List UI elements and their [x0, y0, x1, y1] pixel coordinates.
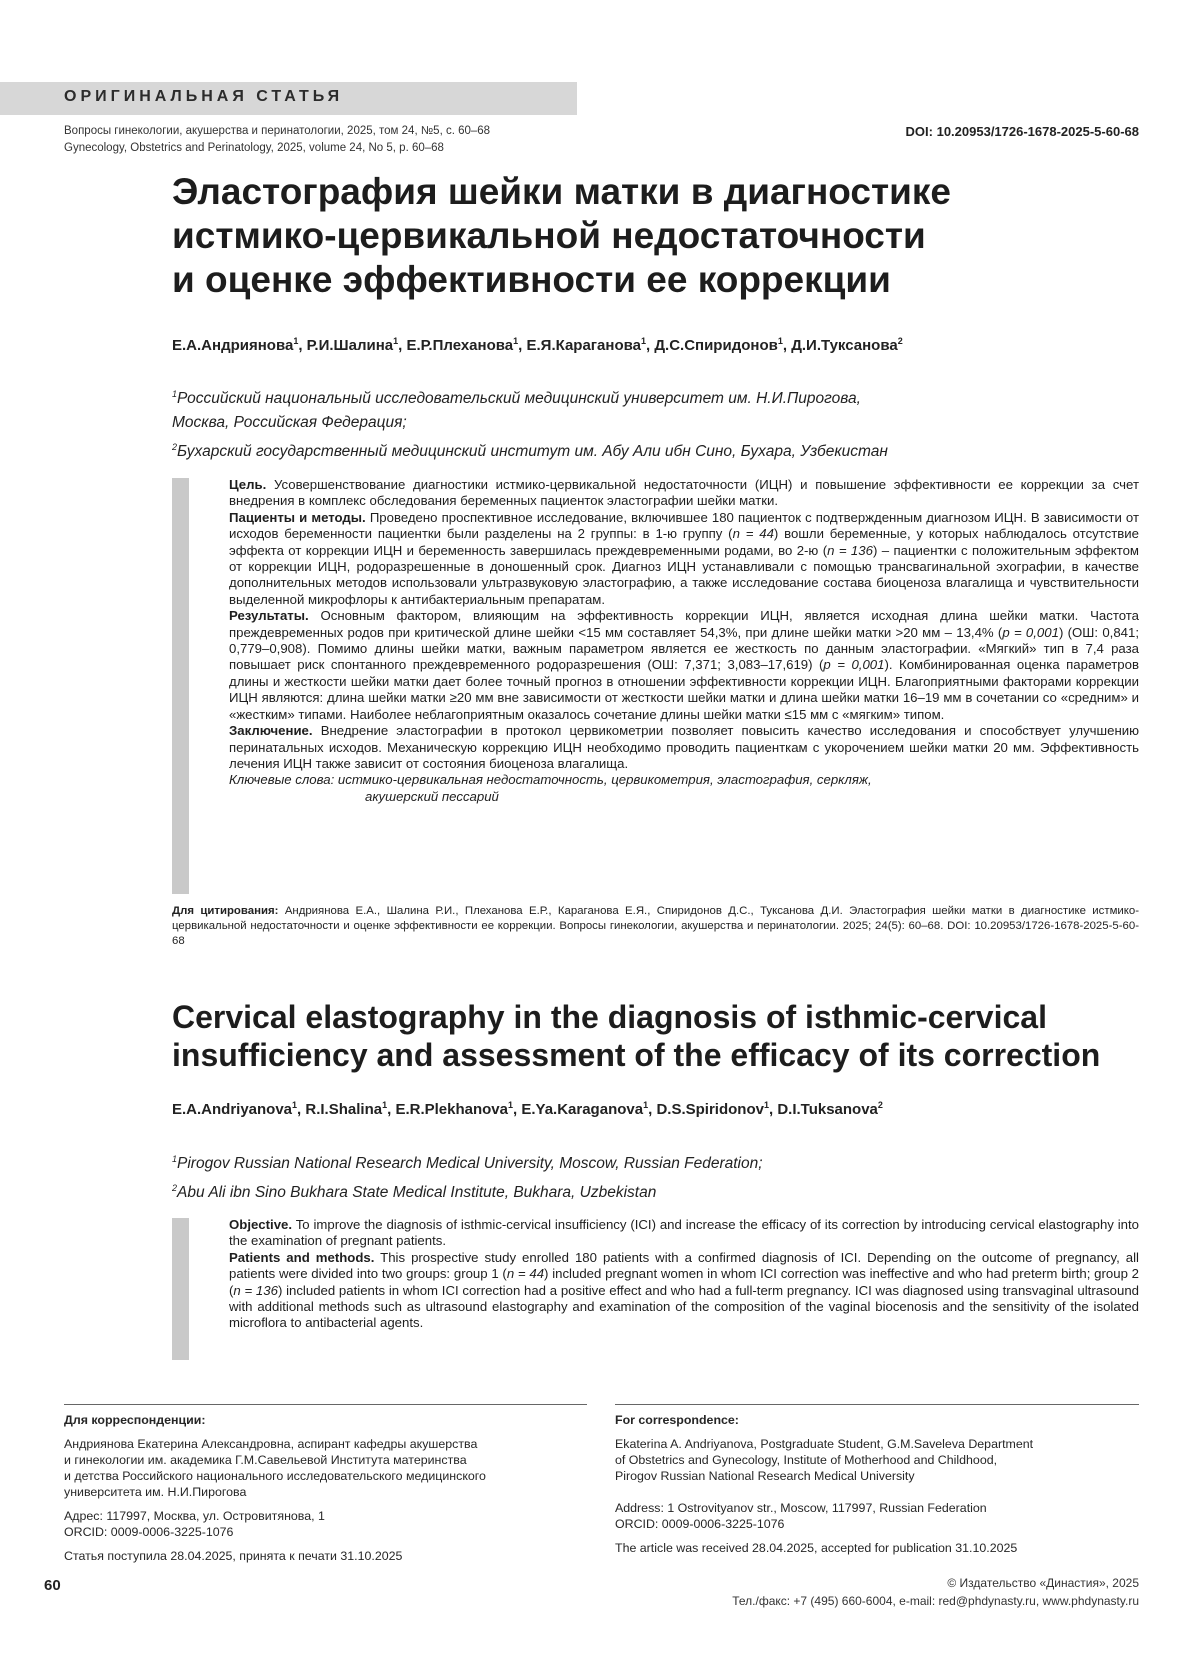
correspondence-en	[615, 1412, 1139, 1564]
title-line: Cervical elastography in the diagnosis of isthmic-cervical	[172, 999, 1047, 1035]
citation-block	[172, 904, 1139, 949]
title-line: истмико-цервикальной недостаточности	[172, 215, 926, 256]
title-line: и оценке эффективности ее коррекции	[172, 259, 891, 300]
author: Р.И.Шалина	[306, 337, 394, 354]
received-date: Статья поступила 28.04.2025, принята к печати 31.10.2025	[64, 1549, 403, 1563]
abstract-conclusion: Заключение. Внедрение эластографии в протокол цервикометрии позволяет повысить качество исследования и способствует улучшению перинатальных исходов. Механическую коррекцию ИЦН необходимо проводить пациенткам с укорочением шейки матки 20 мм. Эффективность лечения ИЦН также зависит от состояния биоценоза влагалища.	[229, 723, 1139, 771]
author: Д.И.Туксанова	[791, 337, 898, 354]
affiliation: $^1$Российский национальный исследовательский медицинский университет им. Н.И.Пирогова,	[172, 389, 861, 408]
journal-citation-ru: Вопросы гинекологии, акушерства и перинатологии, 2025, том 24, №5, с. 60–68	[64, 125, 491, 137]
correspondence-address: Адрес: 117997, Москва, ул. Островитянова, 1 ORCID: 0009-0006-3225-1076	[64, 1509, 325, 1539]
author: Д.С.Спиридонов	[654, 337, 778, 354]
author: Е.А.Андриянова	[172, 337, 294, 354]
abstract-methods: Пациенты и методы. Проведено проспективное исследование, включившее 180 пациенток с подтвержденным диагнозом ИЦН. В зависимости от исходов беременности пациентки были разделены на 2 группы: в 1-ю группу (n = 44) вошли беременные, у которых наблюдалось отсутствие эффекта от коррекции ИЦН и беременность завершилась преждевременными родами, во 2-ю (n = 136) – пациентки с положительным эффектом от коррекции ИЦН, родоразрешенные в доношенный срок. Диагноз ИЦН устанавливали с помощью трансвагинальной эхографии, в качестве дополнительных методов использовали ультразвуковую эластографию, а также исследование состава биоценоза влагалища и чувствительности выделенной микрофлоры к антибактериальным препаратам.	[229, 509, 1139, 607]
abstract-methods: Patients and methods. This prospective study enrolled 180 patients with a confirmed diagnosis of ICI. Depending on the outcome of pregnancy, all patients were divided into two groups: group 1 (n = 44) included pregnant women in whom ICI correction was ineffective and who had preterm birth; group 2 (n = 136) included patients in whom ICI correction had a positive effect and who had a full-term pregnancy. ICI was diagnosed using transvaginal ultrasound with additional methods such as ultrasound elastography and examination of the composition of the vaginal biocenosis and the sensitivity of the isolated microflora to antibacterial agents.	[229, 1249, 1139, 1331]
author: E.Ya.Karaganova	[521, 1101, 644, 1118]
citation-label: Для цитирования:	[172, 905, 279, 917]
author: E.R.Plekhanova	[395, 1101, 508, 1118]
divider	[615, 1404, 1139, 1405]
keywords: Ключевые слова: истмико-цервикальная недостаточность, цервикометрия, эластография, серкляж,	[229, 772, 872, 788]
affiliation: $^1$Pirogov Russian National Research Medical University, Moscow, Russian Federation;	[172, 1154, 763, 1173]
author: D.I.Tuksanova	[777, 1101, 878, 1118]
divider	[64, 1404, 587, 1405]
article-title-ru	[172, 170, 1132, 302]
abstract-objective: Objective. To improve the diagnosis of isthmic-cervical insufficiency (ICI) and increase the efficacy of its correction by introducing cervical elastography into the examination of pregnant patients.	[229, 1217, 1139, 1249]
title-line: insufficiency and assessment of the efficacy of its correction	[172, 1037, 1101, 1073]
publisher-copyright: © Издательство «Династия», 2025	[947, 1576, 1139, 1590]
page-number: 60	[44, 1577, 61, 1594]
correspondence-author: Андриянова Екатерина Александровна, аспирант кафедры акушерства и гинекологии им. академика Г.М.Савельевой Института материнства и детства Российского национального исследовательского медицинского университета им. Н.И.Пирогова	[64, 1437, 486, 1499]
keywords-continued: акушерский пессарий	[365, 788, 499, 804]
doi-link[interactable]: DOI: 10.20953/1726-1678-2025-5-60-68	[905, 124, 1139, 139]
affiliation: $^2$Abu Ali ibn Sino Bukhara State Medical Institute, Bukhara, Uzbekistan	[172, 1183, 657, 1202]
abstract-en	[229, 1217, 1139, 1332]
author: Е.Я.Караганова	[526, 337, 641, 354]
affiliations-ru	[172, 382, 888, 464]
affiliation: $^2$Бухарский государственный медицинский институт им. Абу Али ибн Сино, Бухара, Узбекистан	[172, 442, 888, 461]
abstract-goal: Цель. Усовершенствование диагностики истмико-цервикальной недостаточности (ИЦН) и повышение эффективности ее коррекции за счет внедрения в комплекс обследования беременных пациенток эластографии шейки матки.	[229, 477, 1139, 509]
abstract-side-bar	[172, 1218, 189, 1360]
abstract-side-bar	[172, 478, 189, 894]
authors-en: E.A.Andriyanova$^1$, R.I.Shalina$^1$, E.R.Plekhanova$^1$, E.Ya.Karaganova$^1$, D.S.Spiridonov$^1$, D.I.Tuksanova$^2$	[172, 1100, 883, 1118]
authors-ru: Е.А.Андриянова$^1$, Р.И.Шалина$^1$, Е.Р.Плеханова$^1$, Е.Я.Караганова$^1$, Д.С.Спиридонов$^1$, Д.И.Туксанова$^2$	[172, 336, 903, 354]
correspondence-author: Ekaterina A. Andriyanova, Postgraduate Student, G.M.Saveleva Department of Obstetrics and Gynecology, Institute of Motherhood and Childhood, Pirogov Russian National Research Medical University	[615, 1437, 1034, 1483]
received-date: The article was received 28.04.2025, accepted for publication 31.10.2025	[615, 1541, 1018, 1555]
publisher-contacts[interactable]: Тел./факс: +7 (495) 660-6004, e-mail: red@phdynasty.ru, www.phdynasty.ru	[732, 1594, 1139, 1608]
correspondence-ru	[64, 1412, 584, 1572]
citation-text: Андриянова Е.А., Шалина Р.И., Плеханова Е.Р., Караганова Е.Я., Спиридонов Д.С., Туксанова Д.И. Эластография шейки матки в диагностике истмико-цервикальной недостаточности и оценке эффективности ее коррекции. Вопросы гинекологии, акушерства и перинатологии. 2025; 24(5): 60–68. DOI: 10.20953/1726-1678-2025-5-60-68	[172, 905, 1139, 947]
title-line: Эластография шейки матки в диагностике	[172, 171, 951, 212]
abstract-results: Результаты. Основным фактором, влияющим на эффективность коррекции ИЦН, является исходная длина шейки матки. Частота преждевременных родов при критической длине шейки <15 мм составляет 54,3%, при длине шейки матки >20 мм – 13,4% (p = 0,001) (ОШ: 0,841; 0,779–0,908). Помимо длины шейки матки, важным параметром является ее жесткость по данным эластографии. «Мягкий» тип в 7,4 раза повышает риск спонтанного преждевременного родоразрешения (ОШ: 7,371; 3,083–17,619) (p = 0,001). Комбинированная оценка параметров длины и жесткости шейки матки дает более точный прогноз в отношении эффективности коррекции ИЦН. Благоприятными факторами коррекции ИЦН являются: длина шейки матки ≥20 мм вне зависимости от жесткости шейки матки и длина шейки матки 16–19 мм в сочетании со «средним» и «жестким» типами. Наиболее неблагоприятным оказалось сочетание длины шейки матки ≤15 мм с «мягким» типом.	[229, 608, 1139, 722]
correspondence-address: Address: 1 Ostrovityanov str., Moscow, 117997, Russian Federation ORCID: 0009-0006-3225-1076	[615, 1501, 987, 1531]
article-title-en	[172, 998, 1152, 1074]
author: R.I.Shalina	[305, 1101, 383, 1118]
author: E.A.Andriyanova	[172, 1101, 293, 1118]
author: Е.Р.Плеханова	[406, 337, 514, 354]
correspondence-heading: Для корреспонденции:	[64, 1413, 206, 1427]
correspondence-heading: For correspondence:	[615, 1413, 739, 1427]
section-label: ОРИГИНАЛЬНАЯ СТАТЬЯ	[64, 88, 344, 105]
journal-citation-en: Gynecology, Obstetrics and Perinatology, 2025, volume 24, No 5, p. 60–68	[64, 142, 444, 154]
abstract-ru	[229, 477, 1139, 805]
author: D.S.Spiridonov	[656, 1101, 764, 1118]
affiliation: Москва, Российская Федерация;	[172, 414, 407, 432]
affiliations-en	[172, 1147, 763, 1205]
